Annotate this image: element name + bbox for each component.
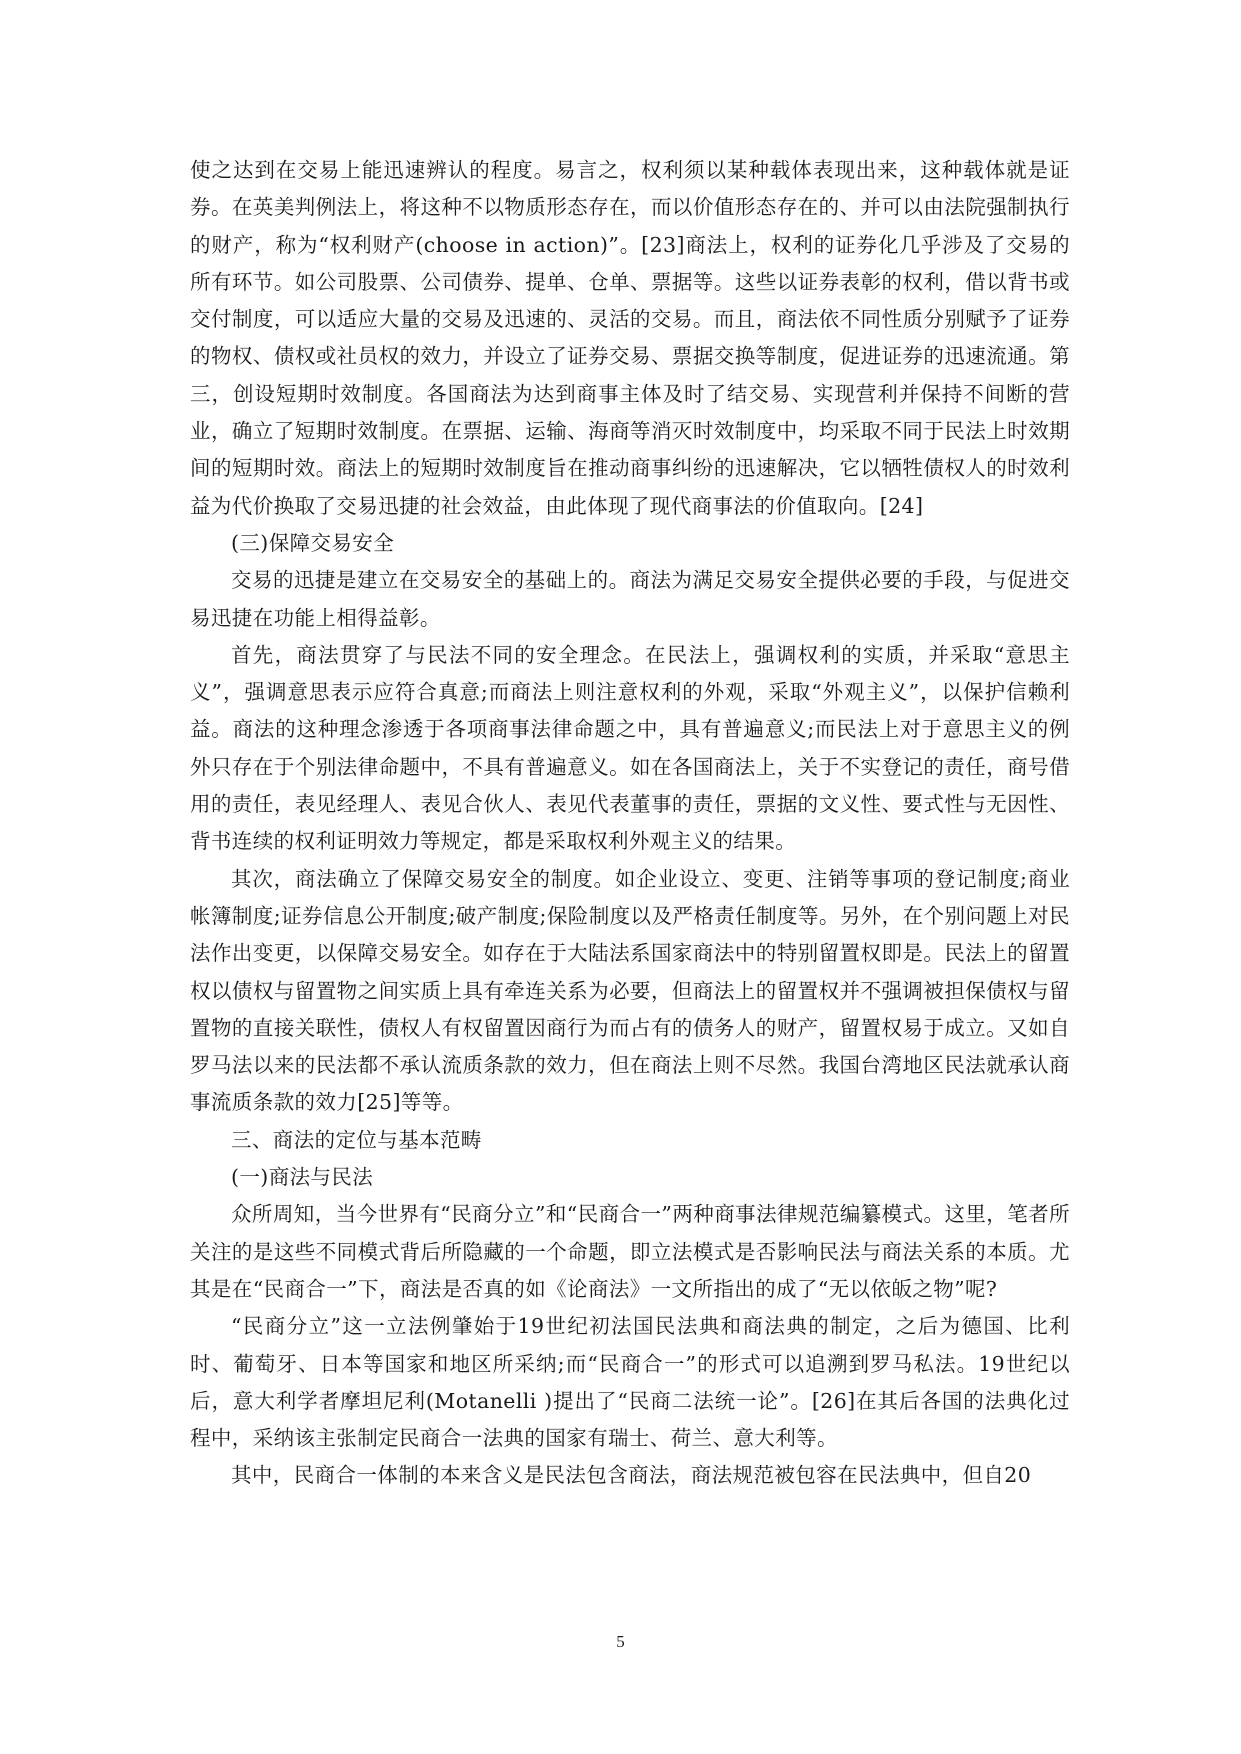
chapter-heading: 三、商法的定位与基本范畴: [231, 1127, 482, 1152]
paragraph-4: 其次，商法确立了保障交易安全的制度。如企业设立、变更、注销等事项的登记制度;商业帐簿制度;证券信息公开制度;破产制度;保险制度以及严格责任制度等。另外，在个别问题上对民法作出变更，以保障交易安全。如存在于大陆法系国家商法中的特别留置权即是。民法上的留置权以债权与留置物之间实质上具有牵连关系为必要，但商法上的留置权并不强调被担保债权与留置物的直接关联性，债权人有权留置因商行为而占有的债务人的财产，留置权易于成立。又如自罗马法以来的民法都不承认流质条款的效力，但在商法上则不尽然。我国台湾地区民法就承认商事流质条款的效力[25]等等。: [190, 866, 1070, 1115]
paragraph-6: “民商分立”这一立法例肇始于19世纪初法国民法典和商法典的制定，之后为德国、比利时、葡萄牙、日本等国家和地区所采纳;而“民商合一”的形式可以追溯到罗马私法。19世纪以后，意大利学者摩坦尼利(Motanelli )提出了“民商二法统一论”。[26]在其后各国的法典化过程中，采纳该主张制定民商合一法典的国家有瑞士、荷兰、意大利等。: [190, 1314, 1070, 1451]
page-number: 5: [616, 1632, 625, 1651]
paragraph-5: 众所周知，当今世界有“民商分立”和“民商合一”两种商事法律规范编纂模式。这里，笔者所关注的是这些不同模式背后所隐藏的一个命题，即立法模式是否影响民法与商法关系的本质。尤其是在“民商合一”下，商法是否真的如《论商法》一文所指出的成了“无以依皈之物”呢?: [190, 1202, 1070, 1301]
paragraph-2: 交易的迅捷是建立在交易安全的基础上的。商法为满足交易安全提供必要的手段，与促进交易迅捷在功能上相得益彰。: [190, 568, 1070, 630]
section-heading-3: (三)保障交易安全: [231, 530, 395, 555]
paragraph-3: 首先，商法贯穿了与民法不同的安全理念。在民法上，强调权利的实质，并采取“意思主义”，强调意思表示应符合真意;而商法上则注意权利的外观，采取“外观主义”，以保护信赖利益。商法的这种理念渗透于各项商事法律命题之中，具有普遍意义;而民法上对于意思主义的例外只存在于个别法律命题中，不具有普遍意义。如在各国商法上，关于不实登记的责任，商号借用的责任，表见经理人、表见合伙人、表见代表董事的责任，票据的文义性、要式性与无因性、背书连续的权利证明效力等规定，都是采取权利外观主义的结果。: [190, 642, 1070, 854]
paragraph-7: 其中，民商合一体制的本来含义是民法包含商法，商法规范被包容在民法典中，但自20: [231, 1463, 1032, 1488]
document-body: [190, 152, 1070, 1495]
paragraph-1: 使之达到在交易上能迅速辨认的程度。易言之，权利须以某种载体表现出来，这种载体就是证券。在英美判例法上，将这种不以物质形态存在，而以价值形态存在的、并可以由法院强制执行的财产，称为“权利财产(choose in action)”。[23]商法上，权利的证券化几乎涉及了交易的所有环节。如公司股票、公司债券、提单、仓单、票据等。这些以证券表彰的权利，借以背书或交付制度，可以适应大量的交易及迅速的、灵活的交易。而且，商法依不同性质分别赋予了证券的物权、债权或社员权的效力，并设立了证券交易、票据交换等制度，促进证券的迅速流通。第三，创设短期时效制度。各国商法为达到商事主体及时了结交易、实现营利并保持不间断的营业，确立了短期时效制度。在票据、运输、海商等消灭时效制度中，均采取不同于民法上时效期间的短期时效。商法上的短期时效制度旨在推动商事纠纷的迅速解决，它以牺牲债权人的时效利益为代价换取了交易迅捷的社会效益，由此体现了现代商事法的价值取向。[24]: [190, 158, 1070, 518]
section-heading-1: (一)商法与民法: [231, 1165, 374, 1190]
